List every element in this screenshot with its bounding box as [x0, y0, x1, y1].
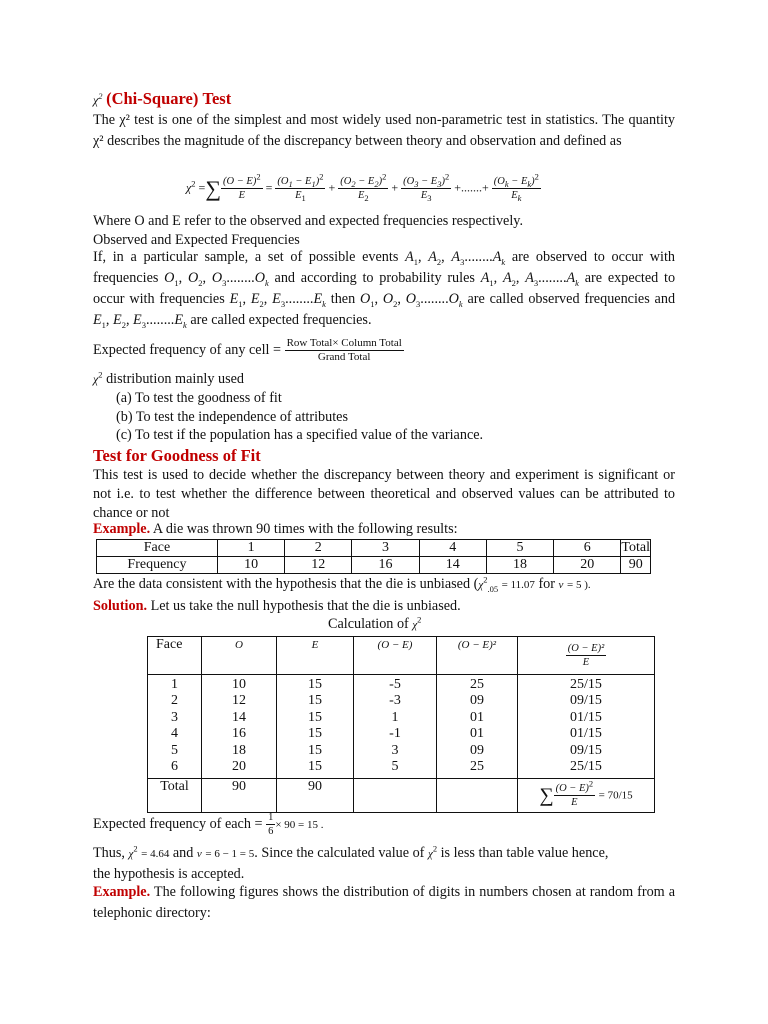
- table-row: Face 1 2 3 4 5 6 Total: [97, 540, 651, 557]
- list-item: (a) To test the goodness of fit: [116, 390, 282, 406]
- calc-heading: Calculation of $\chi^2$: [328, 614, 422, 632]
- list-item: (b) To test the independence of attributes: [116, 409, 348, 425]
- sample-paragraph: If, in a particular sample, a set of possible events $A_1$, $A_2$, $A_3........A_k$ are observed to occur with frequencies $O_1$, $O_2$, $O_3........O_k$ and according to probability rules $A_1$, $A_2$, $A_3........A_k$ are expected to occur with frequencies $E_1$, $E_2$, $E_3........E_k$ then $O_1$, $O_2$, $O_3........O_k$ are called observed frequencies and $E_1$, $E_2$, $E_3........E_k$ are called expected frequencies.: [93, 249, 676, 330]
- table-row: Frequency 10 12 16 14 18 20 90: [97, 557, 651, 574]
- goodness-paragraph: This test is used to decide whether the discrepancy between theory and experiment is significant or not i.e. to test whether the difference between theoretical and observed values can be attributed to chance or not: [93, 467, 675, 521]
- table-row: 1 2 3 4 5 6 10 12 14 16 18 20 15 15 15 15 15 15 -5 -3 1 -1 3 5 25 09 01 01 09 25 25/15 09/15 01/15 01/15 09/15 25/15: [148, 675, 655, 779]
- goodness-heading: Test for Goodness of Fit: [93, 446, 261, 465]
- example-1: Example. A die was thrown 90 times with the following results:: [93, 521, 458, 537]
- observed-expected-heading: Observed and Expected Frequencies: [93, 232, 300, 248]
- expected-each: Expected frequency of each = $\frac{1}{6}$ × 90 = 15 .: [93, 812, 324, 837]
- solution: Solution. Let us take the null hypothesis that the die is unbiased.: [93, 598, 461, 614]
- die-results-table: [96, 539, 651, 574]
- section-title: $\chi^2$ (Chi-Square) Test: [93, 89, 232, 108]
- conclusion: Thus, $\chi^2 = 4.64$ and ν = 6 − 1 = 5. Since the calculated value of $\chi^2$ is less than table value hence,: [93, 843, 609, 861]
- distribution-intro: $\chi^2$ distribution mainly used: [93, 369, 245, 387]
- table-header-row: Face O E (O − E) (O − E)² $\frac{\text{(O − E)²}}{E}$: [148, 637, 655, 675]
- conclusion-line-2: the hypothesis is accepted.: [93, 866, 245, 882]
- where-line: Where O and E refer to the observed and expected frequencies respectively.: [93, 213, 524, 229]
- example-2: Example. The following figures shows the distribution of digits in numbers chosen at random from a telephonic directory:: [93, 884, 676, 921]
- list-item: (c) To test if the population has a specified value of the variance.: [116, 427, 484, 443]
- expected-cell-formula: Expected frequency of any cell = $\frac{\text{Row Total× Column Total}}{\text{Grand Total}}$: [93, 337, 402, 363]
- chi-square-formula: $\chi^2$ =∑ $\frac{(O - E)^2}{E}$ = $\frac{(O_1 - E_1)^2}{E_1}$ + $\frac{(O_2 - E_2)^2}{E_2}$ + $\frac{(O_3 - E_3)^2}{E_3}$ +.......+ $\frac{(O_k - E_k)^2}{E_k}$: [186, 171, 539, 204]
- table-total-row: Total 90 90 ∑ $\frac{(O - E)^2}{E}$ = 70/15: [148, 779, 655, 813]
- example-1-question: Are the data consistent with the hypothesis that the die is unbiased ($\chi^2_{.05} = 11.07$ for ν = 5 ).: [93, 574, 591, 594]
- intro-paragraph: The χ² test is one of the simplest and most widely used non-parametric test in statistics. The quantity χ² describes the magnitude of the discrepancy between theory and observation and defined as: [93, 112, 675, 149]
- calculation-table: [147, 636, 655, 813]
